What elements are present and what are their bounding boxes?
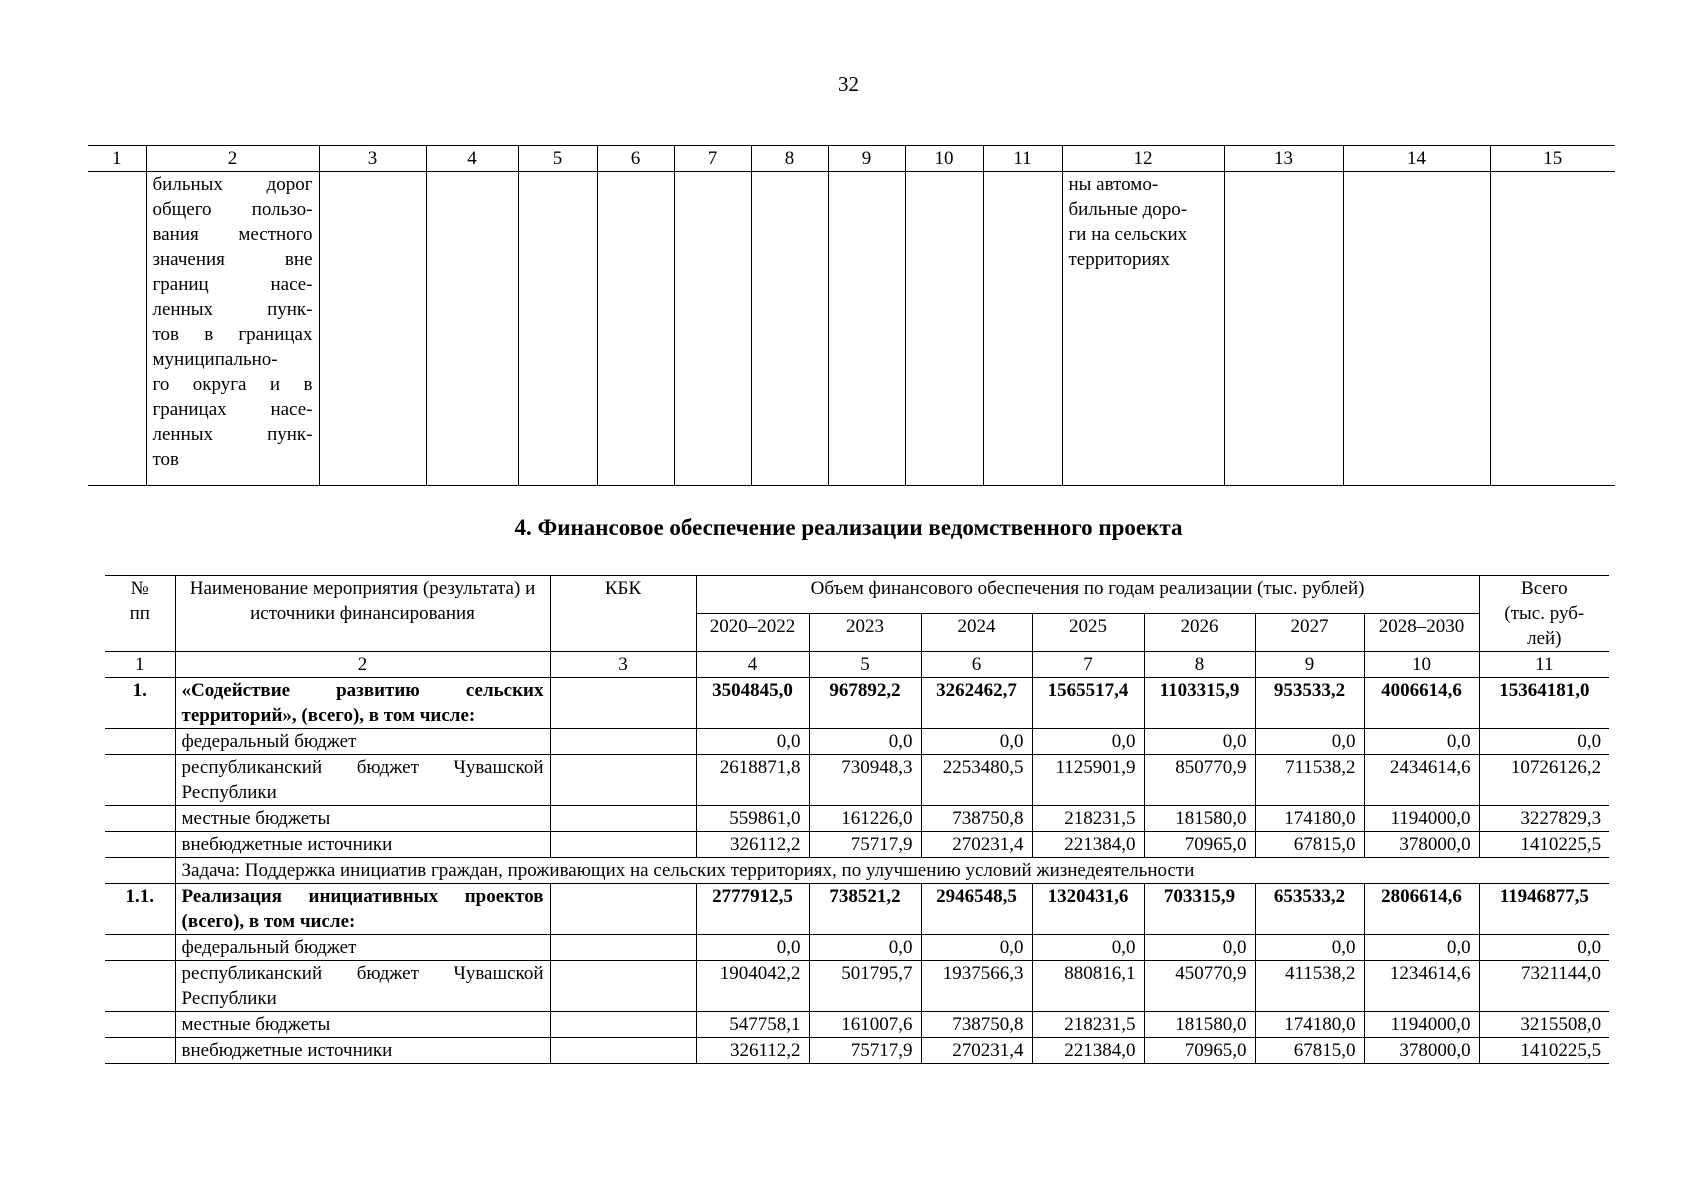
text-line: ленных пунк- [152,299,313,320]
value-cell: 0,0 [1032,935,1144,961]
value-cell: 1410225,5 [1479,832,1609,858]
text-line: тов [152,449,180,470]
value-cell: 0,0 [1364,729,1479,755]
row-label: местные бюджеты [175,1012,550,1038]
value-cell: 218231,5 [1032,806,1144,832]
value-cell: 3504845,0 [696,678,809,729]
value-cell: 270231,4 [921,832,1032,858]
value-cell: 880816,1 [1032,961,1144,1012]
col-number: 1 [88,146,146,172]
col-number: 8 [751,146,828,172]
col-number: 3 [319,146,426,172]
col-number: 3 [550,652,696,678]
value-cell: 4006614,6 [1364,678,1479,729]
table-row [105,961,1609,1012]
value-cell: 378000,0 [1364,832,1479,858]
value-cell: 850770,9 [1144,755,1255,806]
text-line: общего пользо- [152,199,313,220]
value-cell: 326112,2 [696,1038,809,1064]
value-cell: 967892,2 [809,678,921,729]
text-line: тов в границах [152,324,313,345]
row-label: местные бюджеты [175,806,550,832]
row-label: республиканский бюджет Чувашской Республики [175,961,550,1012]
col-number: 14 [1343,146,1490,172]
value-cell: 0,0 [1144,935,1255,961]
row-label: республиканский бюджет Чувашской Республики [175,755,550,806]
row-label: внебюджетные источники [175,832,550,858]
text-line: бильные доро- [1068,199,1188,220]
kbk-cell [550,1038,696,1064]
value-cell: 67815,0 [1255,1038,1364,1064]
col-number: 2 [146,146,319,172]
value-cell: 0,0 [921,935,1032,961]
header-kbk: КБК [550,576,696,652]
text-line: территориях [1068,249,1170,270]
value-cell: 738521,2 [809,884,921,935]
table-row [105,1012,1609,1038]
value-cell: 2618871,8 [696,755,809,806]
col-number: 6 [921,652,1032,678]
value-cell: 0,0 [1479,935,1609,961]
kbk-cell [550,1012,696,1038]
value-cell: 174180,0 [1255,806,1364,832]
value-cell: 7321144,0 [1479,961,1609,1012]
col-number: 5 [809,652,921,678]
value-cell: 0,0 [1144,729,1255,755]
header-row [105,576,1609,614]
col-number: 7 [1032,652,1144,678]
col-number: 5 [518,146,597,172]
value-cell: 0,0 [696,935,809,961]
value-cell: 1125901,9 [1032,755,1144,806]
value-cell: 161226,0 [809,806,921,832]
continuation-body-row [88,172,1615,486]
page-number: 32 [838,72,859,96]
value-cell: 411538,2 [1255,961,1364,1012]
value-cell: 2777912,5 [696,884,809,935]
row-number: 1. [105,678,175,729]
value-cell: 75717,9 [809,832,921,858]
table-row [105,884,1609,935]
value-cell: 70965,0 [1144,832,1255,858]
table-row [105,729,1609,755]
table-row [105,806,1609,832]
year-header: 2027 [1255,614,1364,652]
value-cell: 3227829,3 [1479,806,1609,832]
col-number: 11 [983,146,1062,172]
value-cell: 221384,0 [1032,832,1144,858]
value-cell: 181580,0 [1144,1012,1255,1038]
section-title: 4. Финансовое обеспечение реализации ведомственного проекта [514,515,1183,540]
value-cell: 67815,0 [1255,832,1364,858]
value-cell: 1234614,6 [1364,961,1479,1012]
col-number: 12 [1062,146,1224,172]
year-header: 2026 [1144,614,1255,652]
text-line: ленных пунк- [152,424,313,445]
text-line: ны автомо- [1068,174,1159,195]
kbk-cell [550,755,696,806]
kbk-cell [550,678,696,729]
value-cell: 1194000,0 [1364,806,1479,832]
value-cell: 270231,4 [921,1038,1032,1064]
value-cell: 1320431,6 [1032,884,1144,935]
kbk-cell [550,884,696,935]
value-cell: 2806614,6 [1364,884,1479,935]
task-row [105,858,1609,884]
col-number: 7 [674,146,751,172]
value-cell: 0,0 [1364,935,1479,961]
financing-table [105,575,1609,1064]
row-title: Реализация инициативных проектов (всего), в том числе: [175,884,550,935]
text-line: границ насе- [152,274,313,295]
value-cell: 703315,9 [1144,884,1255,935]
header-volume: Объем финансового обеспечения по годам реализации (тыс. рублей) [696,576,1479,614]
value-cell: 738750,8 [921,806,1032,832]
value-cell: 3262462,7 [921,678,1032,729]
value-cell: 15364181,0 [1479,678,1609,729]
col-number: 9 [828,146,905,172]
year-header: 2023 [809,614,921,652]
col-number: 6 [597,146,674,172]
kbk-cell [550,961,696,1012]
year-header: 2025 [1032,614,1144,652]
value-cell: 0,0 [1032,729,1144,755]
year-header: 2028–2030 [1364,614,1479,652]
value-cell: 2253480,5 [921,755,1032,806]
value-cell: 326112,2 [696,832,809,858]
kbk-cell [550,806,696,832]
text-line: значения вне [152,249,313,270]
value-cell: 2434614,6 [1364,755,1479,806]
road-description-cell [146,172,319,486]
col-number: 2 [175,652,550,678]
value-cell: 559861,0 [696,806,809,832]
value-cell: 711538,2 [1255,755,1364,806]
col-number: 4 [696,652,809,678]
value-cell: 450770,9 [1144,961,1255,1012]
row-label: внебюджетные источники [175,1038,550,1064]
value-cell: 0,0 [1255,935,1364,961]
value-cell: 0,0 [1479,729,1609,755]
col-number: 8 [1144,652,1255,678]
value-cell: 730948,3 [809,755,921,806]
header-total: Всего (тыс. руб- лей) [1479,576,1609,652]
value-cell: 1904042,2 [696,961,809,1012]
table-row [105,755,1609,806]
column-numbers-row [105,652,1609,678]
text-line: бильных дорог [152,174,313,195]
kbk-cell [550,935,696,961]
table-row [105,935,1609,961]
value-cell: 218231,5 [1032,1012,1144,1038]
value-cell: 653533,2 [1255,884,1364,935]
value-cell: 738750,8 [921,1012,1032,1038]
value-cell: 1103315,9 [1144,678,1255,729]
col-number: 10 [905,146,983,172]
value-cell: 1565517,4 [1032,678,1144,729]
kbk-cell [550,729,696,755]
row-label: федеральный бюджет [175,935,550,961]
col-number: 15 [1490,146,1615,172]
value-cell: 161007,6 [809,1012,921,1038]
text-line: ги на сельских [1068,224,1188,245]
text-line: го округа и в [152,374,313,395]
value-cell: 2946548,5 [921,884,1032,935]
task-text: Задача: Поддержка инициатив граждан, проживающих на сельских территориях, по улучшению условий жизнедеятельности [175,858,1609,884]
value-cell: 0,0 [921,729,1032,755]
continuation-table [88,145,1615,486]
year-header: 2024 [921,614,1032,652]
value-cell: 0,0 [696,729,809,755]
row-number: 1.1. [105,884,175,935]
year-header: 2020–2022 [696,614,809,652]
value-cell: 0,0 [809,935,921,961]
col-number: 13 [1224,146,1343,172]
value-cell: 547758,1 [696,1012,809,1038]
value-cell: 75717,9 [809,1038,921,1064]
table-row [105,832,1609,858]
value-cell: 221384,0 [1032,1038,1144,1064]
kbk-cell [550,832,696,858]
col-number: 10 [1364,652,1479,678]
row-label: федеральный бюджет [175,729,550,755]
col-number: 4 [426,146,518,172]
col-number: 9 [1255,652,1364,678]
value-cell: 3215508,0 [1479,1012,1609,1038]
continuation-header-row [88,146,1615,172]
rural-roads-cell [1062,172,1224,486]
text-line: границах насе- [152,399,313,420]
col-number: 1 [105,652,175,678]
value-cell: 0,0 [809,729,921,755]
value-cell: 501795,7 [809,961,921,1012]
value-cell: 181580,0 [1144,806,1255,832]
value-cell: 10726126,2 [1479,755,1609,806]
value-cell: 378000,0 [1364,1038,1479,1064]
value-cell: 174180,0 [1255,1012,1364,1038]
header-number: № пп [105,576,175,652]
table-row [105,1038,1609,1064]
value-cell: 11946877,5 [1479,884,1609,935]
value-cell: 70965,0 [1144,1038,1255,1064]
value-cell: 1937566,3 [921,961,1032,1012]
table-row [105,678,1609,729]
text-line: вания местного [152,224,313,245]
value-cell: 0,0 [1255,729,1364,755]
col-number: 11 [1479,652,1609,678]
value-cell: 1194000,0 [1364,1012,1479,1038]
value-cell: 1410225,5 [1479,1038,1609,1064]
text-line: муниципально- [152,349,278,370]
header-name: Наименование мероприятия (результата) и источники финансирования [175,576,550,652]
row-title: «Содействие развитию сельских территорий», (всего), в том числе: [175,678,550,729]
value-cell: 953533,2 [1255,678,1364,729]
